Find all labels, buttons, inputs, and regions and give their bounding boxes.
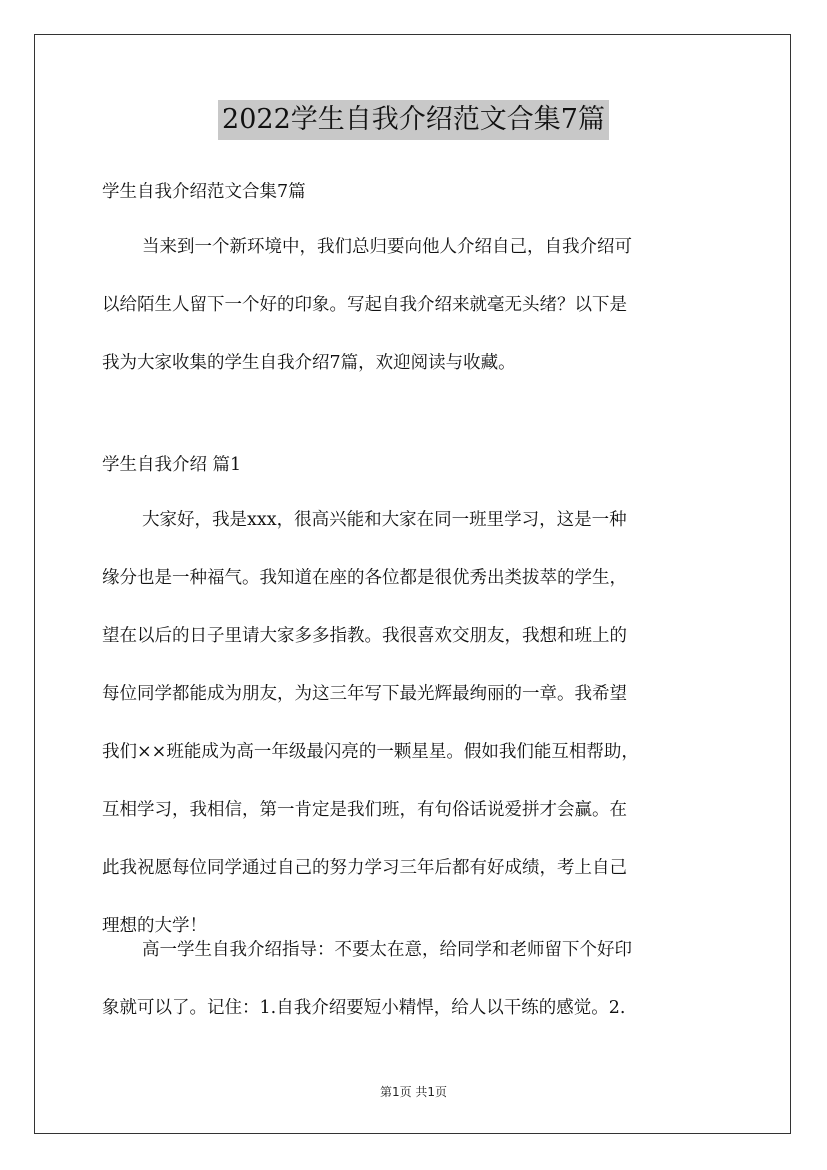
document-title: 2022学生自我介绍范文合集7篇 (218, 100, 609, 140)
intro-paragraph (102, 218, 732, 392)
document-subtitle: 学生自我介绍范文合集7篇 (102, 182, 306, 202)
guide-line: 高一学生自我介绍指导：不要太在意，给同学和老师留下个好印 (142, 940, 632, 960)
section1-line: 大家好，我是xxx，很高兴能和大家在同一班里学习，这是一种 (142, 510, 627, 530)
intro-line: 我为大家收集的学生自我介绍7篇，欢迎阅读与收藏。 (102, 353, 516, 373)
section1-line: 互相学习，我相信，第一肯定是我们班，有句俗话说爱拼才会赢。在 (102, 800, 627, 820)
section1-heading-block (102, 436, 732, 494)
section1-line: 我们××班能成为高一年级最闪亮的一颗星星。假如我们能互相帮助， (102, 742, 639, 762)
page-number: 第1页 共1页 (379, 1085, 448, 1099)
guide-paragraph (102, 921, 732, 1037)
section1-line: 缘分也是一种福气。我知道在座的各位都是很优秀出类拔萃的学生， (102, 568, 627, 588)
section1-line: 每位同学都能成为朋友，为这三年写下最光辉最绚丽的一章。我希望 (102, 684, 627, 704)
intro-line: 当来到一个新环境中，我们总归要向他人介绍自己，自我介绍可 (142, 237, 632, 257)
intro-line: 以给陌生人留下一个好的印象。写起自我介绍来就毫无头绪？以下是 (102, 295, 627, 315)
subtitle-block (102, 163, 732, 221)
section1-heading: 学生自我介绍 篇1 (102, 455, 242, 475)
section1-line: 此我祝愿每位同学通过自己的努力学习三年后都有好成绩，考上自己 (102, 858, 627, 878)
guide-line: 象就可以了。记住：1.自我介绍要短小精悍，给人以干练的感觉。2. (102, 998, 626, 1018)
section1-line: 理想的大学！ (102, 916, 207, 936)
section1-paragraph (102, 491, 732, 955)
title-container (0, 100, 827, 140)
section1-line: 望在以后的日子里请大家多多指教。我很喜欢交朋友，我想和班上的 (102, 626, 627, 646)
